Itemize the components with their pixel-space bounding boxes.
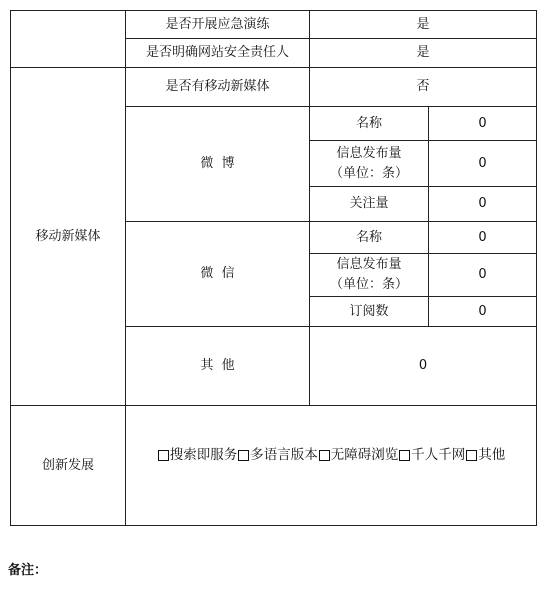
wechat-subs-label: 订阅数 — [349, 303, 389, 319]
innovation-label: 创新发展 — [41, 457, 94, 473]
weibo-name-value: 0 — [478, 115, 487, 131]
emergency-drill-value: 是 — [416, 16, 430, 32]
wechat-subs-value: 0 — [478, 303, 487, 319]
weibo-follow-value: 0 — [478, 196, 487, 211]
wechat-posts-label-line2: （单位：条） — [329, 277, 408, 292]
has-mobile-media-value: 否 — [416, 79, 430, 94]
weibo-posts-label-line2: （单位：条） — [329, 165, 408, 181]
checkbox-search-service[interactable] — [158, 450, 169, 461]
checkbox-other[interactable] — [466, 450, 477, 461]
weibo-name-label: 名称 — [355, 115, 382, 131]
grid-line — [10, 525, 537, 526]
mobile-media-section-label: 移动新媒体 — [35, 228, 101, 244]
note-label: 备注： — [8, 563, 48, 578]
grid-line — [536, 10, 537, 526]
option-accessibility: 无障碍浏览 — [330, 447, 399, 463]
weibo-label: 微 博 — [200, 156, 235, 171]
weibo-posts-label — [310, 141, 428, 186]
option-other: 其他 — [478, 447, 506, 463]
wechat-label: 微 信 — [200, 266, 235, 281]
security-officer-label: 是否明确网站安全责任人 — [145, 45, 289, 60]
wechat-name-value: 0 — [478, 229, 487, 245]
wechat-posts-label — [310, 254, 428, 296]
security-officer-value: 是 — [416, 45, 430, 60]
wechat-posts-label-line1: 信息发布量 — [336, 257, 402, 272]
wechat-name-label: 名称 — [355, 229, 382, 245]
weibo-posts-value: 0 — [478, 155, 487, 171]
checkbox-personalized[interactable] — [399, 450, 410, 461]
emergency-drill-label: 是否开展应急演练 — [165, 16, 270, 32]
other-label: 其 他 — [200, 358, 235, 373]
checkbox-multilingual[interactable] — [238, 450, 249, 461]
other-value: 0 — [418, 358, 428, 373]
option-multilingual: 多语言版本 — [250, 447, 318, 463]
innovation-options — [126, 406, 536, 504]
checkbox-accessibility[interactable] — [319, 450, 330, 461]
option-personalized: 千人千网 — [411, 447, 466, 463]
has-mobile-media-label: 是否有移动新媒体 — [165, 79, 270, 94]
option-search-service: 搜索即服务 — [169, 447, 238, 463]
weibo-posts-label-line1: 信息发布量 — [336, 145, 402, 161]
weibo-follow-label: 关注量 — [349, 196, 389, 211]
wechat-posts-value: 0 — [478, 267, 487, 282]
